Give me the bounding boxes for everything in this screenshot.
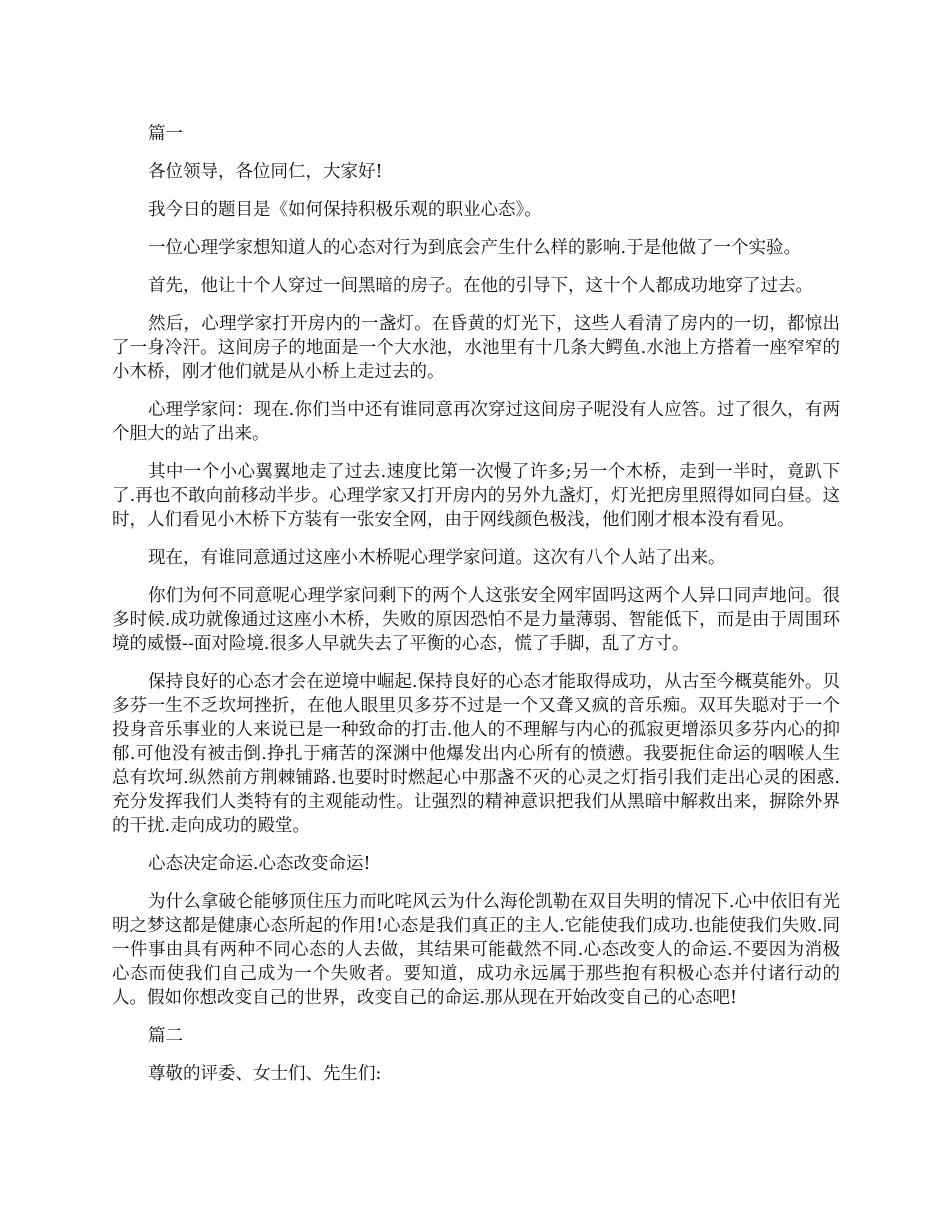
paragraph: 你们为何不同意呢心理学家问剩下的两个人这张安全网牢固吗这两个人异口同声地问。很多时候.成功就像通过这座小木桥，失败的原因恐怕不是力量薄弱、智能低下，而是由于周围环境的威慑--面对险境.很多人早就失去了平衡的心态，慌了手脚，乱了方寸。 <box>112 586 840 654</box>
section-heading-2: 篇二 <box>148 1026 183 1046</box>
paragraph-topic: 我今日的题目是《如何保持积极乐观的职业心态》。 <box>148 200 542 220</box>
paragraph: 心态决定命运.心态改变命运! <box>148 854 371 874</box>
paragraph: 一位心理学家想知道人的心态对行为到底会产生什么样的影响.于是他做了一个实验。 <box>148 238 802 258</box>
paragraph: 首先，他让十个人穿过一间黑暗的房子。在他的引导下，这十个人都成功地穿了过去。 <box>148 276 813 296</box>
paragraph: 然后，心理学家打开房内的一盏灯。在昏黄的灯光下，这些人看清了房内的一切，都惊出了一身冷汗。这间房子的地面是一个大水池，水池里有十几条大鳄鱼.水池上方搭着一座窄窄的小木桥，刚才他们就是从小桥上走过去的。 <box>112 314 840 382</box>
paragraph: 心理学家问：现在.你们当中还有谁同意再次穿过这间房子呢没有人应答。过了很久，有两个胆大的站了出来。 <box>112 400 840 444</box>
document-body <box>112 122 840 1100</box>
paragraph: 为什么拿破仑能够顶住压力而叱咤风云为什么海伦凯勒在双目失明的情况下.心中依旧有光明之梦这都是健康心态所起的作用!心态是我们真正的主人.它能使我们成功.也能使我们失败.同一件事由具有两种不同心态的人去做，其结果可能截然不同.心态改变人的命运.不要因为消极心态而使我们自己成为一个失败者。要知道，成功永远属于那些抱有积极心态并付诸行动的人。假如你想改变自己的世界，改变自己的命运.那从现在开始改变自己的心态吧! <box>112 892 840 1008</box>
paragraph-salutation: 尊敬的评委、女士们、先生们: <box>148 1064 382 1084</box>
paragraph-greeting: 各位领导，各位同仁，大家好! <box>148 162 383 182</box>
paragraph: 其中一个小心翼翼地走了过去.速度比第一次慢了许多;另一个木桥，走到一半时，竟趴下了.再也不敢向前移动半步。心理学家又打开房内的另外九盏灯，灯光把房里照得如同白昼。这时，人们看见小木桥下方装有一张安全网，由于网线颜色极浅，他们刚才根本没有看见。 <box>112 462 840 530</box>
paragraph: 现在，有谁同意通过这座小木桥呢心理学家问道。这次有八个人站了出来。 <box>148 548 726 568</box>
section-heading-1: 篇一 <box>148 124 183 144</box>
paragraph: 保持良好的心态才会在逆境中崛起.保持良好的心态才能取得成功，从古至今概莫能外。贝多芬一生不乏坎坷挫折，在他人眼里贝多芬不过是一个又聋又疯的音乐痴。双耳失聪对于一个投身音乐事业的人来说已是一种致命的打击.他人的不理解与内心的孤寂更增添贝多芬内心的抑郁.可他没有被击倒.挣扎于痛苦的深渊中他爆发出内心所有的愤懑。我要扼住命运的咽喉人生总有坎坷.纵然前方荆棘铺路.也要时时燃起心中那盏不灭的心灵之灯指引我们走出心灵的困惑.充分发挥我们人类特有的主观能动性。让强烈的精神意识把我们从黑暗中解救出来，摒除外界的干扰.走向成功的殿堂。 <box>112 672 840 836</box>
